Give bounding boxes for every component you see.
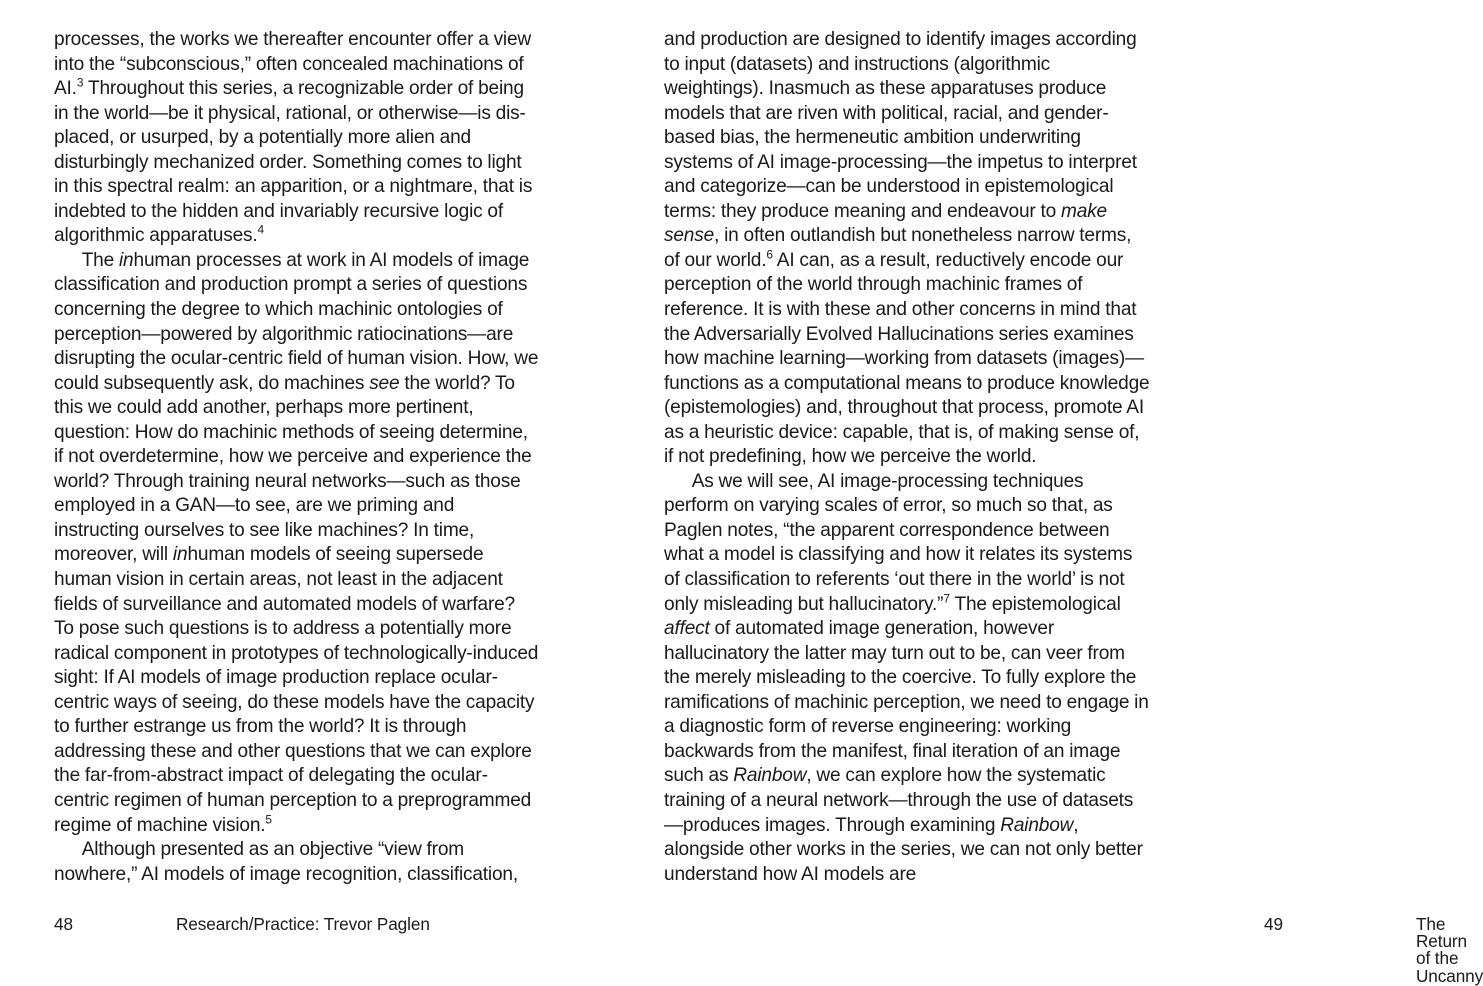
- text-run: , in often outlandish but nonetheless narrow terms, of our world.: [664, 225, 1132, 271]
- page-left: [0, 0, 600, 982]
- footnote-marker: 3: [76, 75, 84, 90]
- body-text-left: [54, 28, 539, 887]
- text-run: the world? To this we could add another, perhaps more pertinent, question: How do machinic methods of seeing determine, if not overdetermine, how we perceive and experience the world? Through training neural networks—such as those employed in a GAN—to see, are we priming and instructing ourselves to see like machines? In time, moreover, will: [54, 372, 532, 566]
- emphasis-text: see: [369, 372, 400, 394]
- text-run: AI can, as a result, reductively encode our perception of the world through machinic frames of reference. It is with these and other concerns in mind that the Adversarially Evolved Hallucinations series examines how machine learning—working from datasets (images)—functions as a computational means to produce knowledge (epistemologies) and, throughout that process, promote AI as a heuristic device: capable, that is, of making sense of, if not predefining, how we perceive the world.: [664, 249, 1150, 468]
- text-run: and production are designed to identify images according to input (datasets) and instructions (algorithmic weightings). Inasmuch as these apparatuses produce models that are riven with political, racial, and gender-based bias, the hermeneutic ambition underwriting systems of AI image-processing—the impetus to interpret and categorize—can be understood in epistemological terms: they produce meaning and endeavour to: [664, 29, 1137, 222]
- emphasis-text: in: [172, 544, 188, 566]
- text-run: Although presented as an objective “view from nowhere,” AI models of image recognition, classification,: [54, 839, 519, 885]
- paragraph: [54, 28, 539, 249]
- text-run: Throughout this series, a recognizable order of being in the world—be it physical, rational, or otherwise—is dis-placed, or usurped, by a potentially more alien and disturbingly mechanized order. Something comes to light in this spectral realm: an apparition, or a nightmare, that is indebted to the hidden and invariably recursive logic of algorithmic apparatuses.: [54, 78, 533, 247]
- footnote-marker: 5: [265, 812, 272, 827]
- text-run: , alongside other works in the series, we can not only better understand how AI models are: [664, 814, 1143, 885]
- emphasis-text: Rainbow: [1000, 814, 1074, 836]
- paragraph: [664, 470, 1150, 887]
- text-run: human models of seeing supersede human vision in certain areas, not least in the adjacent fields of surveillance and automated models of warfare? To pose such questions is to address a potentially more radical component in prototypes of technologically-induced sight: If AI models of image production replace ocular-centric ways of seeing, do these models have the capacity to further estrange us from the world? It is through addressing these and other questions that we can explore the far-from-abstract impact of delegating the ocular-centric regimen of human perception to a preprogrammed regime of machine vision.: [54, 544, 539, 836]
- page-footer-left: 48 Research/Practice: Trevor Paglen: [54, 914, 430, 934]
- emphasis-text: Rainbow: [733, 765, 807, 787]
- body-text-right: [664, 28, 1150, 887]
- emphasis-text: affect: [664, 618, 710, 640]
- footnote-marker: 7: [943, 591, 950, 606]
- footnote-marker: 4: [257, 223, 265, 238]
- text-run: processes, the works we thereafter encounter offer a view into the “subconscious,” often concealed machinations of AI.: [54, 29, 532, 100]
- running-head-right: The Return of the Uncanny: [1416, 914, 1483, 986]
- text-run: The epistemological: [949, 593, 1121, 615]
- text-run: of automated image generation, however hallucinatory the latter may turn out to be, can veer from the merely misleading to the coercive. To fully explore the ramifications of machinic perception, we need to engage in a diagnostic form of reverse engineering: working backwards from the manifest, final iteration of an image such as: [664, 618, 1149, 787]
- text-run: , we can explore how the systematic training of a neural network—through the use of datasets—produces images. Through examining: [664, 765, 1134, 836]
- emphasis-text: make sense: [664, 200, 1108, 247]
- paragraph: [54, 249, 539, 838]
- text-run: human processes at work in AI models of image classification and production prompt a series of questions concerning the degree to which machinic ontologies of perception—powered by algorithmic ratiocinations—are disrupting the ocular-centric field of human vision. How, we could subsequently ask, do machines: [54, 249, 539, 394]
- paragraph: [664, 28, 1150, 470]
- running-head-left: Research/Practice: Trevor Paglen: [176, 914, 430, 934]
- footnote-marker: 6: [766, 247, 773, 262]
- text-run: As we will see, AI image-processing techniques perform on varying scales of error, so much so that, as Paglen notes, “the apparent correspondence between what a model is classifying and how it relates its systems of classification to referents ‘out there in the world’ is not only misleading but hallucinatory.”: [664, 470, 1133, 615]
- text-run: The: [81, 249, 119, 271]
- emphasis-text: in: [118, 249, 134, 271]
- page-footer-right: 49 The Return of the Uncanny: [1264, 914, 1483, 986]
- page-right: [600, 0, 1483, 986]
- paragraph: [54, 838, 539, 887]
